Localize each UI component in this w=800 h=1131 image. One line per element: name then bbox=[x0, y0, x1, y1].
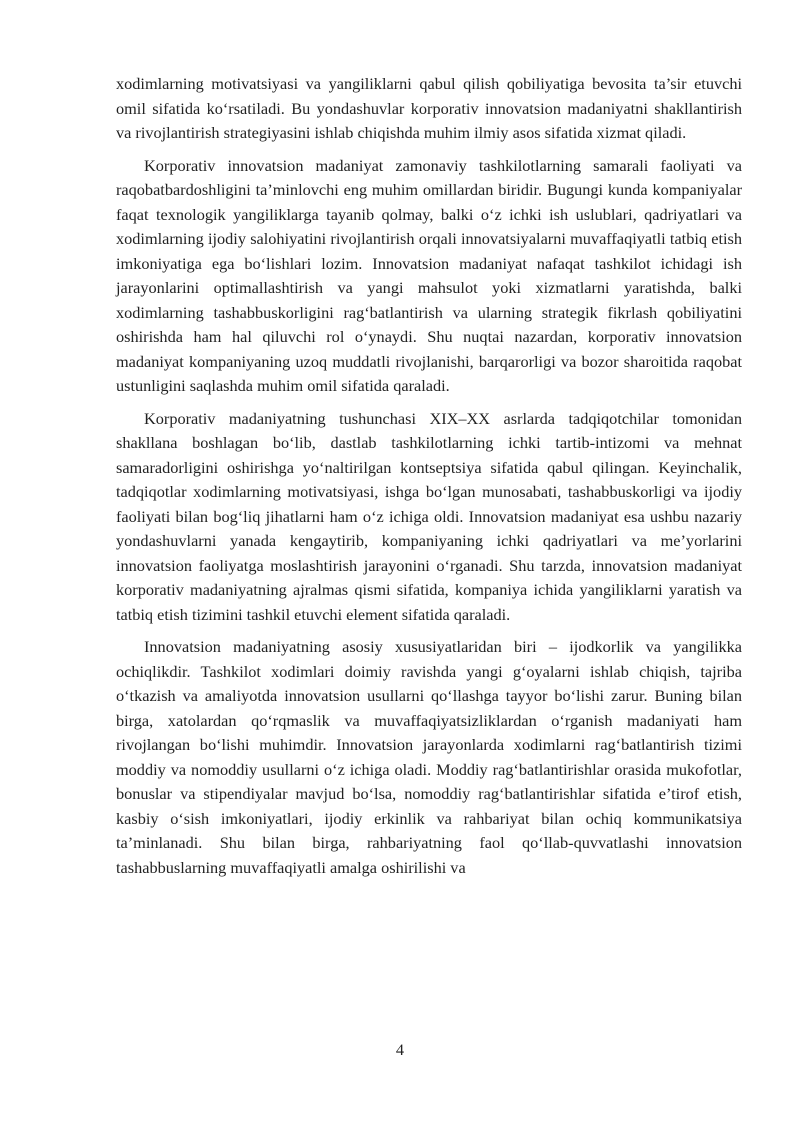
document-body bbox=[116, 72, 742, 888]
paragraph-continuation: xodimlarning motivatsiyasi va yangiliklarni qabul qilish qobiliyatiga bevosita ta’sir etuvchi omil sifatida ko‘rsatiladi. Bu yondashuvlar korporativ innovatsion madaniyatni shakllantirish va rivojlantirish strategiyasini ishlab chiqishda muhim ilmiy asos sifatida xizmat qiladi. bbox=[116, 74, 742, 142]
paragraph-corporate-culture-concept: Korporativ madaniyatning tushunchasi XIX–XX asrlarda tadqiqotchilar tomonidan shakllana boshlagan bo‘lib, dastlab tashkilotlarning ichki tartib-intizomi va mehnat samaradorligini oshirishga yo‘naltirilgan kontseptsiya sifatida qabul qilingan. Keyinchalik, tadqiqotlar xodimlarning motivatsiyasi, ishga bo‘lgan munosabati, tashabbuskorligi va ijodiy faoliyati bilan bog‘liq jihatlarni ham o‘z ichiga oldi. Innovatsion madaniyat esa ushbu nazariy yondashuvlarni yanada kengaytirib, kompaniyaning ichki qadriyatlari va me’yorlarini innovatsion faoliyatga moslashtirish jarayonini o‘rganadi. Shu tarzda, innovatsion madaniyat korporativ madaniyatning ajralmas qismi sifatida, kompaniya ichida yangiliklarni yaratish va tatbiq etish tizimini tashkil etuvchi element sifatida qaraladi. bbox=[116, 408, 742, 624]
paragraph-creativity-openness: Innovatsion madaniyatning asosiy xususiyatlaridan biri – ijodkorlik va yangilikka ochiqlikdir. Tashkilot xodimlari doimiy ravishda yangi g‘oyalarni ishlab chiqish, tajriba o‘tkazish va amaliyotda innovatsion usullarni qo‘llashga tayyor bo‘lishi zarur. Buning bilan birga, xatolardan qo‘rqmaslik va muvaffaqiyatsizliklardan o‘rganish madaniyati ham rivojlangan bo‘lishi muhimdir. Innovatsion jarayonlarda xodimlarni rag‘batlantirish tizimi moddiy va nomoddiy usullarni o‘z ichiga oladi. Moddiy rag‘batlantirishlar orasida mukofotlar, bonuslar va stipendiyalar mavjud bo‘lsa, nomoddiy rag‘batlantirishlar sifatida e’tirof etish, kasbiy o‘sish imkoniyatlari, ijodiy erkinlik va rahbariyat bilan ochiq kommunikatsiya ta’minlanadi. Shu bilan birga, rahbariyatning faol qo‘llab-quvvatlashi innovatsion tashabbuslarning muvaffaqiyatli amalga oshirilishi va bbox=[116, 637, 742, 877]
paragraph-corporate-innovation-culture: Korporativ innovatsion madaniyat zamonaviy tashkilotlarning samarali faoliyati va raqobatbardoshligini ta’minlovchi eng muhim omillardan biridir. Bugungi kunda kompaniyalar faqat texnologik yangiliklarga tayanib qolmay, balki o‘z ichki ish uslublari, qadriyatlari va xodimlarning ijodiy salohiyatini rivojlantirish orqali innovatsiyalarni muvaffaqiyatli tatbiq etish imkoniyatiga ega bo‘lishlari lozim. Innovatsion madaniyat nafaqat tashkilot ichidagi ish jarayonlarini optimallashtirish va yangi mahsulot yoki xizmatlarni yaratishda, balki xodimlarning tashabbuskorligini rag‘batlantirish va ularning strategik fikrlash qobiliyatini oshirishda ham hal qiluvchi rol o‘ynaydi. Shu nuqtai nazardan, korporativ innovatsion madaniyat kompaniyaning uzoq muddatli rivojlanishi, barqarorligi va bozor sharoitida raqobat ustunligini saqlashda muhim omil sifatida qaraladi. bbox=[116, 155, 742, 395]
page-number: 4 bbox=[395, 1040, 405, 1059]
